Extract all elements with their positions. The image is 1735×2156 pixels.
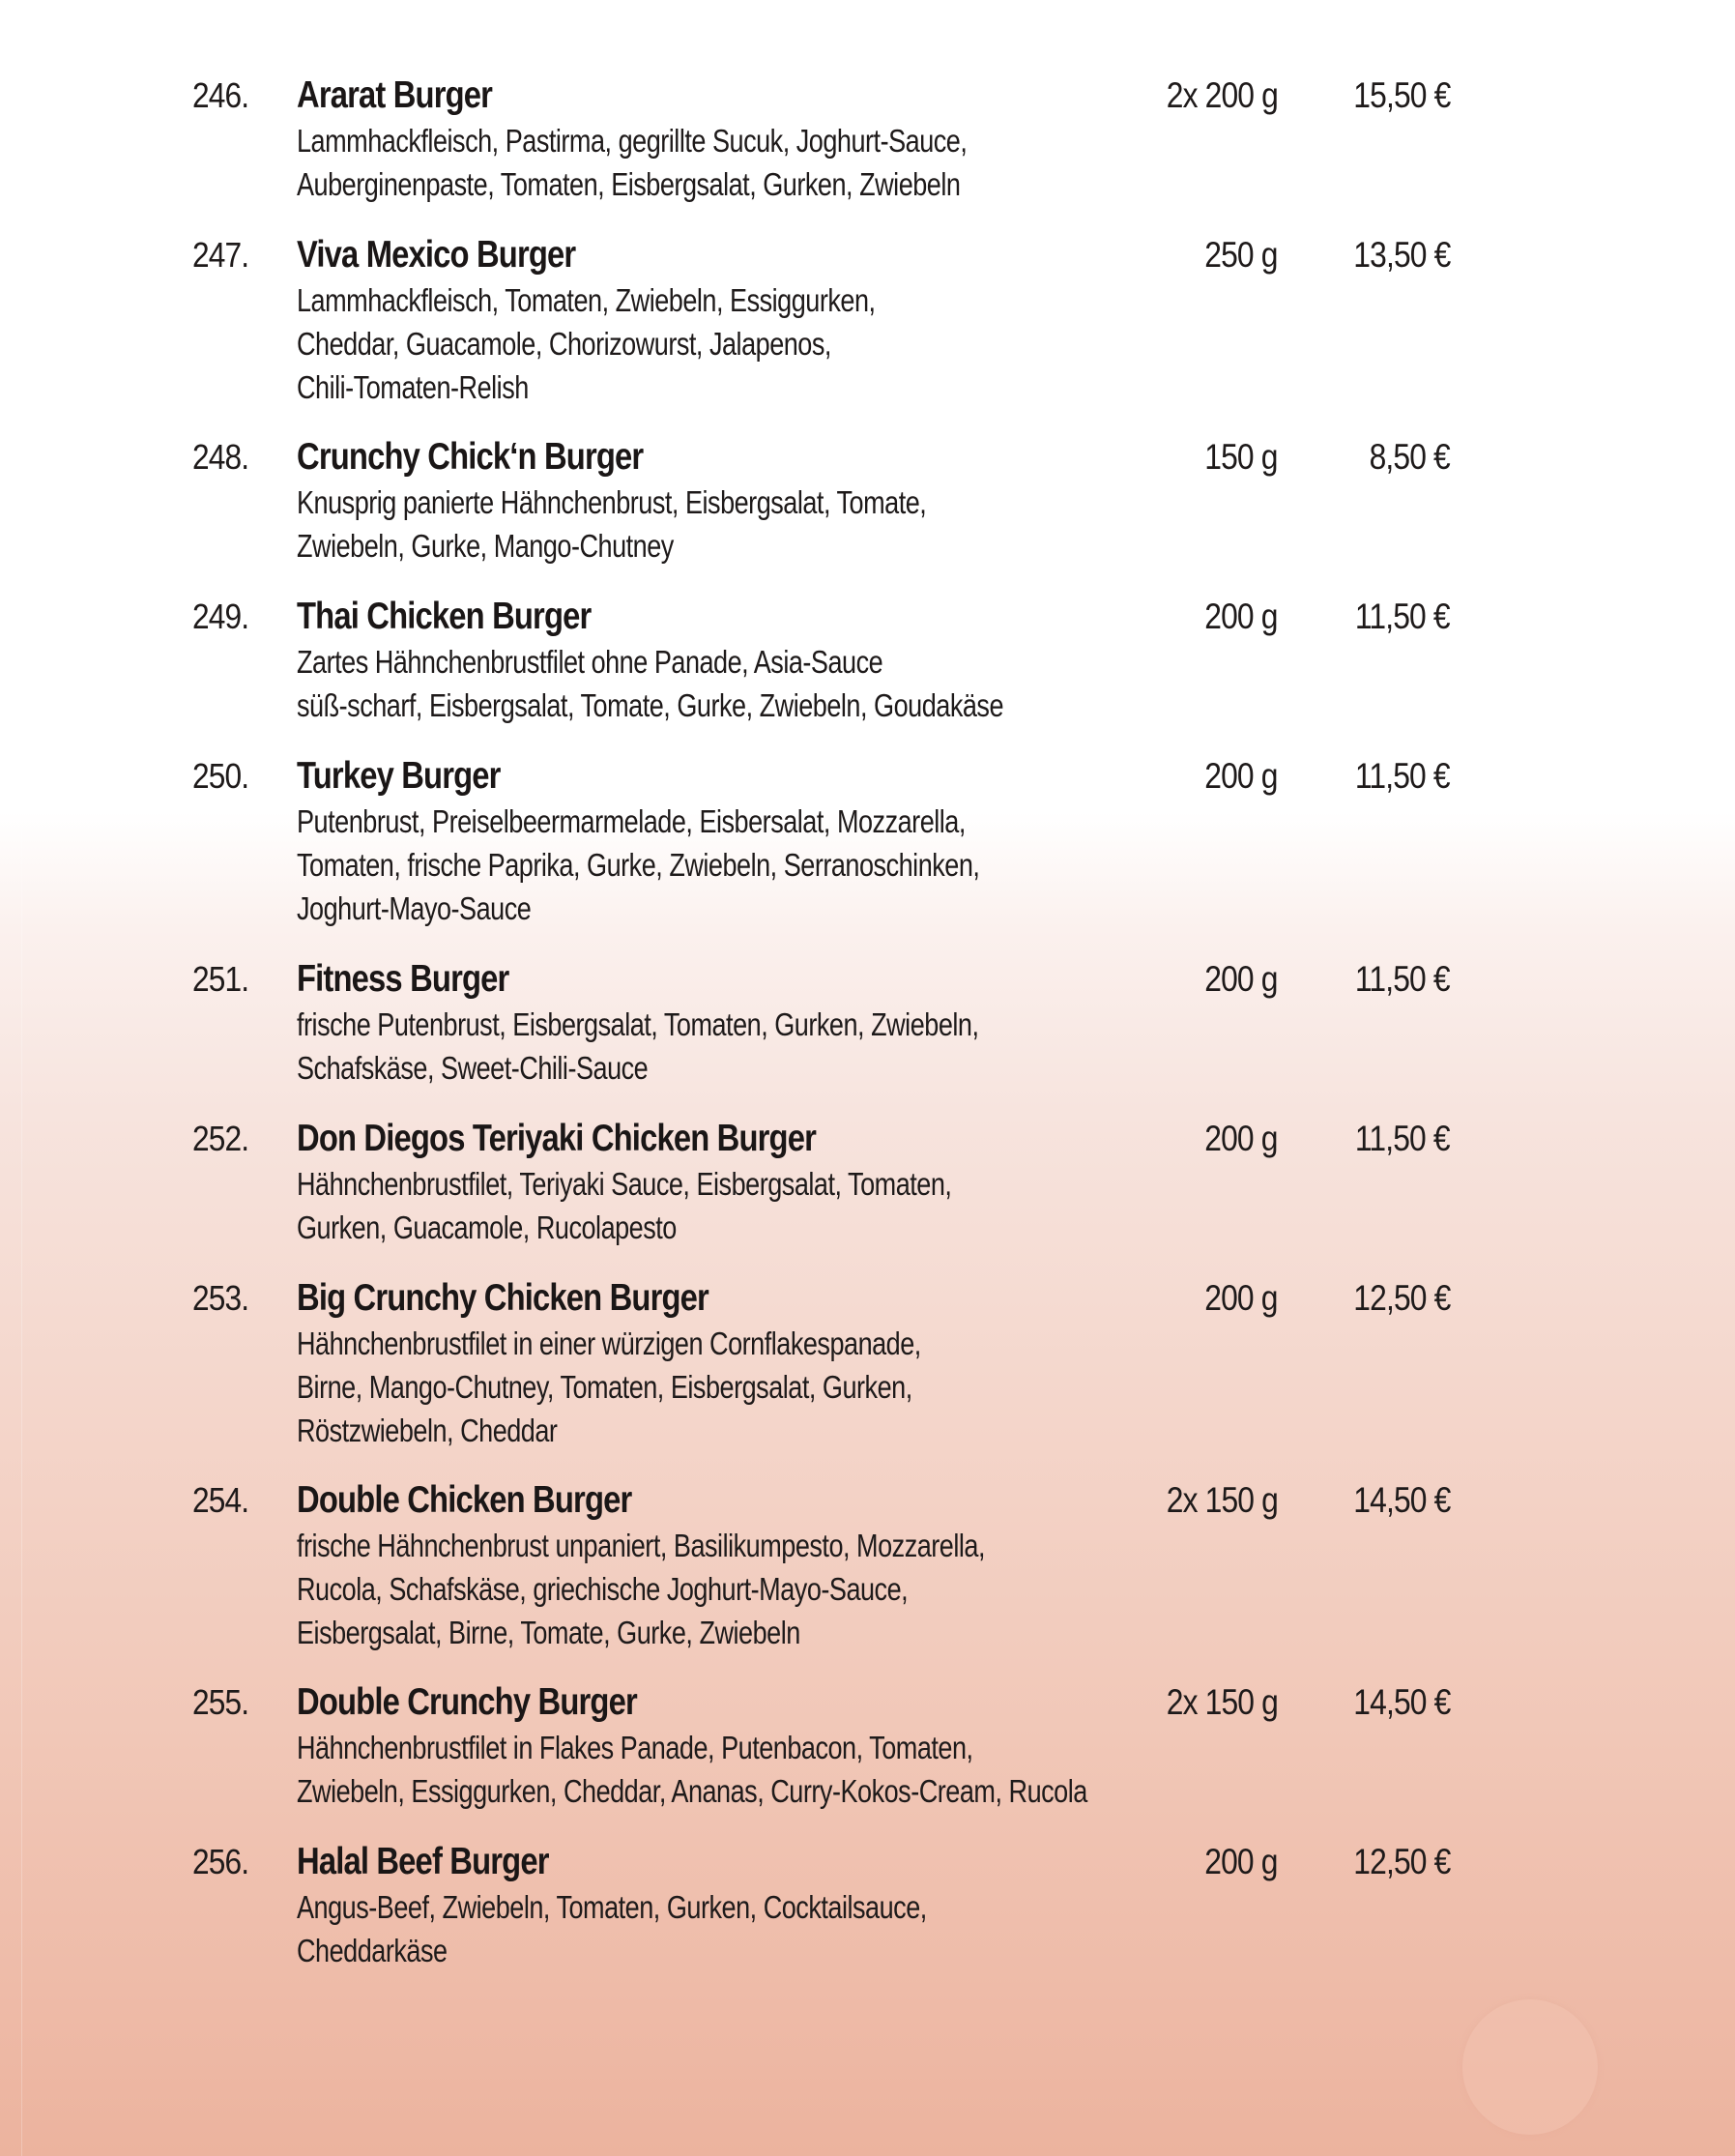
item-description	[297, 1162, 951, 1249]
item-description	[297, 800, 979, 930]
item-number: 250.	[192, 756, 249, 796]
item-number: 248.	[192, 437, 249, 477]
item-description	[297, 1322, 921, 1452]
item-name: Double Chicken Burger	[297, 1479, 632, 1521]
item-name: Fitness Burger	[297, 958, 509, 1000]
item-weight: 200 g	[1204, 959, 1278, 999]
item-weight: 2x 200 g	[1166, 75, 1278, 115]
item-price: 11,50 €	[1355, 1119, 1450, 1158]
description-line: Röstzwiebeln, Cheddar	[297, 1413, 558, 1448]
item-number: 256.	[192, 1842, 249, 1881]
item-price: 13,50 €	[1352, 235, 1450, 275]
decorative-edge-line	[21, 725, 22, 2156]
description-line: Eisbergsalat, Birne, Tomate, Gurke, Zwiebeln	[297, 1615, 800, 1650]
description-line: Knusprig panierte Hähnchenbrust, Eisbergsalat, Tomate,	[297, 484, 927, 520]
item-description	[297, 481, 926, 568]
description-line: süß-scharf, Eisbergsalat, Tomate, Gurke, Zwiebeln, Goudakäse	[297, 687, 1004, 723]
item-price: 8,50 €	[1369, 437, 1450, 477]
description-line: Putenbrust, Preiselbeermarmelade, Eisbersalat, Mozzarella,	[297, 803, 966, 839]
description-line: Hähnchenbrustfilet in Flakes Panade, Putenbacon, Tomaten,	[297, 1730, 973, 1765]
item-weight: 150 g	[1204, 437, 1278, 477]
item-price: 12,50 €	[1352, 1842, 1450, 1881]
description-line: Cheddar, Guacamole, Chorizowurst, Jalapenos,	[297, 326, 831, 362]
item-name: Turkey Burger	[297, 755, 501, 797]
item-weight: 200 g	[1204, 1119, 1278, 1158]
item-price: 14,50 €	[1352, 1682, 1450, 1722]
description-line: Gurken, Guacamole, Rucolapesto	[297, 1209, 677, 1245]
description-line: frische Hähnchenbrust unpaniert, Basilikumpesto, Mozzarella,	[297, 1528, 985, 1563]
item-name: Ararat Burger	[297, 74, 493, 116]
item-name: Viva Mexico Burger	[297, 234, 576, 276]
description-line: Auberginenpaste, Tomaten, Eisbergsalat, Gurken, Zwiebeln	[297, 166, 961, 202]
description-line: Zartes Hähnchenbrustfilet ohne Panade, Asia-Sauce	[297, 644, 883, 680]
description-line: Schafskäse, Sweet-Chili-Sauce	[297, 1050, 649, 1086]
item-name: Don Diegos Teriyaki Chicken Burger	[297, 1118, 817, 1159]
description-line: Zwiebeln, Gurke, Mango-Chutney	[297, 528, 674, 564]
item-name: Big Crunchy Chicken Burger	[297, 1277, 708, 1319]
description-line: Joghurt-Mayo-Sauce	[297, 890, 532, 926]
item-description	[297, 1524, 985, 1654]
item-description	[297, 278, 876, 409]
item-weight: 2x 150 g	[1166, 1682, 1278, 1722]
item-number: 246.	[192, 75, 249, 115]
item-name: Double Crunchy Burger	[297, 1681, 637, 1723]
item-description	[297, 1885, 927, 1972]
description-line: Cheddarkäse	[297, 1933, 448, 1968]
item-price: 11,50 €	[1355, 756, 1450, 796]
item-price: 12,50 €	[1352, 1278, 1450, 1318]
item-price: 11,50 €	[1355, 959, 1450, 999]
item-description	[297, 640, 1003, 727]
item-description	[297, 119, 967, 206]
item-price: 11,50 €	[1355, 597, 1450, 636]
item-number: 255.	[192, 1682, 249, 1722]
item-weight: 2x 150 g	[1166, 1480, 1278, 1520]
description-line: Birne, Mango-Chutney, Tomaten, Eisbergsalat, Gurken,	[297, 1369, 912, 1405]
item-name: Crunchy Chick‘n Burger	[297, 436, 644, 478]
description-line: Hähnchenbrustfilet, Teriyaki Sauce, Eisbergsalat, Tomaten,	[297, 1166, 952, 1202]
item-number: 252.	[192, 1119, 249, 1158]
item-weight: 200 g	[1204, 1278, 1278, 1318]
item-weight: 200 g	[1204, 756, 1278, 796]
description-line: Angus-Beef, Zwiebeln, Tomaten, Gurken, Cocktailsauce,	[297, 1889, 927, 1925]
decorative-circle-icon	[1462, 1999, 1598, 2135]
item-number: 253.	[192, 1278, 249, 1318]
item-weight: 200 g	[1204, 1842, 1278, 1881]
item-number: 247.	[192, 235, 249, 275]
item-weight: 250 g	[1204, 235, 1278, 275]
item-description	[297, 1003, 978, 1090]
description-line: Tomaten, frische Paprika, Gurke, Zwiebeln, Serranoschinken,	[297, 847, 980, 883]
item-price: 14,50 €	[1352, 1480, 1450, 1520]
description-line: Lammhackfleisch, Tomaten, Zwiebeln, Essiggurken,	[297, 282, 876, 318]
description-line: Hähnchenbrustfilet in einer würzigen Cornflakespanade,	[297, 1326, 921, 1361]
item-description	[297, 1726, 1087, 1813]
description-line: Chili-Tomaten-Relish	[297, 369, 529, 405]
description-line: Rucola, Schafskäse, griechische Joghurt-Mayo-Sauce,	[297, 1571, 909, 1607]
item-number: 249.	[192, 597, 249, 636]
item-price: 15,50 €	[1352, 75, 1450, 115]
description-line: Zwiebeln, Essiggurken, Cheddar, Ananas, Curry-Kokos-Cream, Rucola	[297, 1773, 1087, 1809]
description-line: frische Putenbrust, Eisbergsalat, Tomaten, Gurken, Zwiebeln,	[297, 1006, 979, 1042]
item-number: 254.	[192, 1480, 249, 1520]
description-line: Lammhackfleisch, Pastirma, gegrillte Sucuk, Joghurt-Sauce,	[297, 123, 968, 159]
item-name: Thai Chicken Burger	[297, 596, 592, 637]
item-name: Halal Beef Burger	[297, 1841, 549, 1882]
item-number: 251.	[192, 959, 249, 999]
item-weight: 200 g	[1204, 597, 1278, 636]
